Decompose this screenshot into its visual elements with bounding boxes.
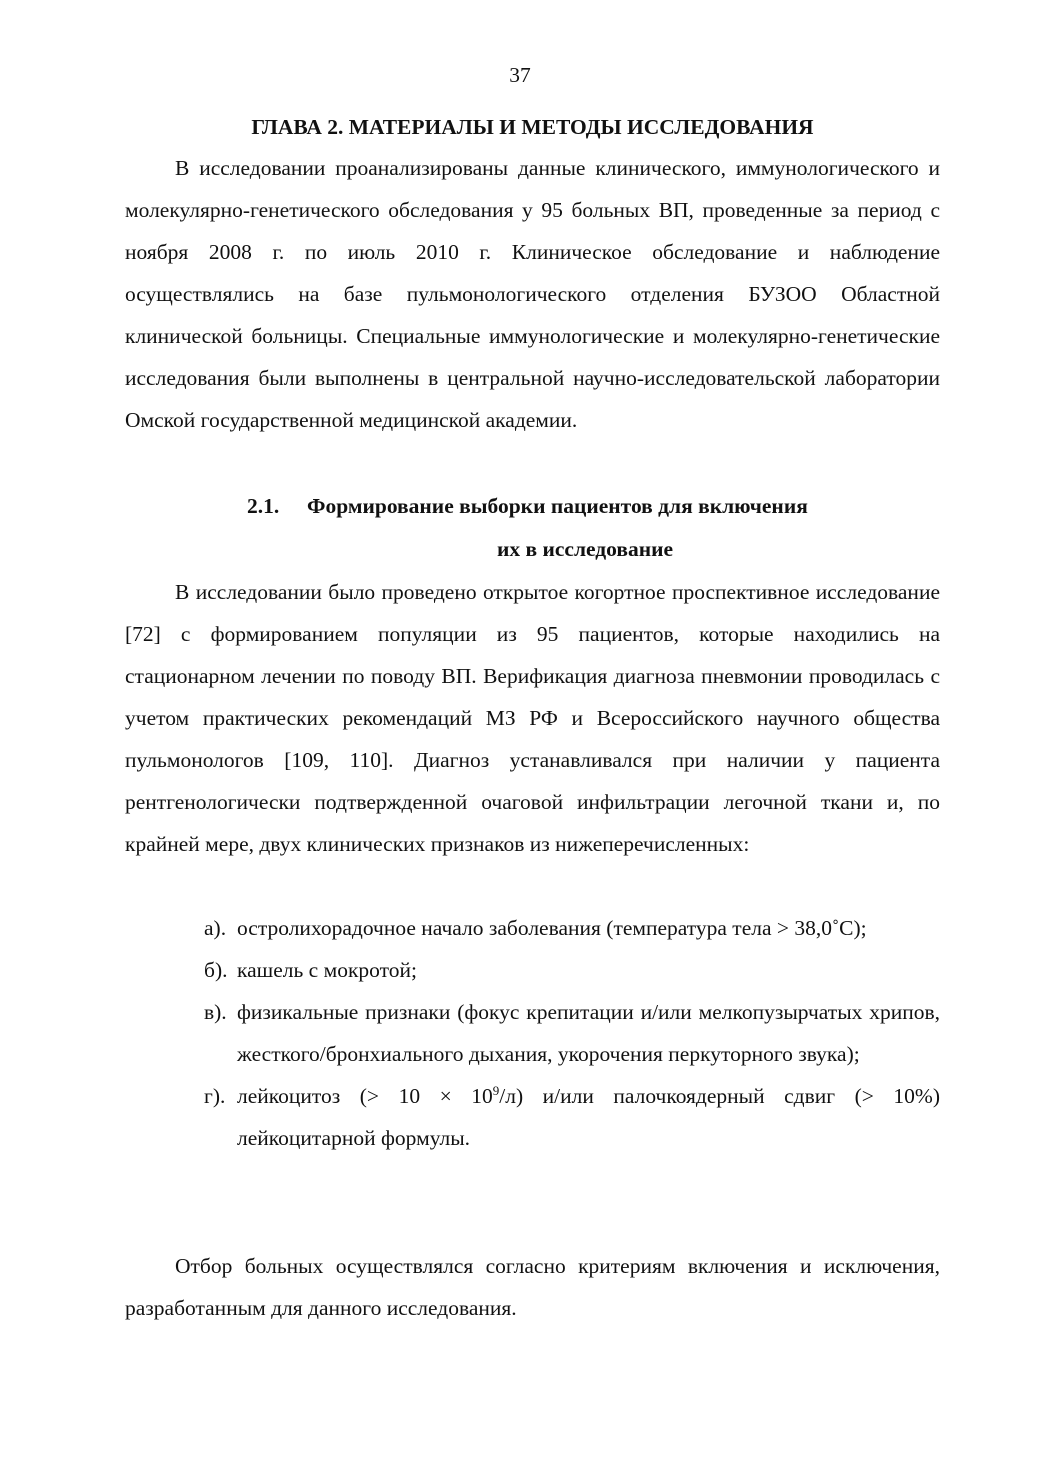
- list-item-text: [237, 1084, 940, 1150]
- list-item-text-after: /л) и/или палочкоядерный сдвиг (> 10%) лейкоцитарной формулы.: [237, 1084, 940, 1150]
- list-item-text: остролихорадочное начало заболевания (температура тела > 38,0˚С);: [237, 916, 867, 940]
- page-number: 37: [509, 63, 531, 87]
- section-title-line2: их в исследование: [497, 537, 674, 561]
- list-item-text: физикальные признаки (фокус крепитации и/или мелкопузырчатых хрипов, жесткого/бронхиального дыхания, укорочения перкуторного звука);: [237, 1000, 940, 1066]
- intro-paragraph: В исследовании проанализированы данные клинического, иммунологического и молекулярно-генетического обследования у 95 больных ВП, проведенные за период с ноября 2008 г. по июль 2010 г. Клиническое обследование и наблюдение осуществлялись на базе пульмонологического отделения БУЗОО Областной клинической больницы. Специальные иммунологические и молекулярно-генетические исследования были выполнены в центральной научно-исследовательской лаборатории Омской государственной медицинской академии.: [125, 156, 940, 432]
- selection-paragraph: Отбор больных осуществлялся согласно критериям включения и исключения, разработанным для данного исследования.: [125, 1254, 940, 1320]
- list-item: [200, 907, 940, 949]
- list-item: [200, 949, 940, 991]
- list-item-text: кашель с мокротой;: [237, 958, 417, 982]
- list-item-text-before: лейкоцитоз (> 10 × 10: [237, 1084, 493, 1108]
- section-number: 2.1.: [247, 494, 280, 518]
- list-marker: б).: [204, 958, 228, 982]
- chapter-title: ГЛАВА 2. МАТЕРИАЛЫ И МЕТОДЫ ИССЛЕДОВАНИЯ: [251, 115, 814, 139]
- list-marker: в).: [204, 1000, 227, 1024]
- superscript: 9: [492, 1083, 500, 1098]
- list-marker: г).: [204, 1084, 226, 1108]
- section-title-line1: Формирование выборки пациентов для включения: [307, 494, 808, 518]
- list-item: [200, 1075, 940, 1159]
- list-item: [200, 991, 940, 1075]
- criteria-list: [200, 907, 940, 1159]
- methods-paragraph: В исследовании было проведено открытое когортное проспективное исследование [72] с формированием популяции из 95 пациентов, которые находились на стационарном лечении по поводу ВП. Верификация диагноза пневмонии проводилась с учетом практических рекомендаций МЗ РФ и Всероссийского научного общества пульмонологов [109, 110]. Диагноз устанавливался при наличии у пациента рентгенологически подтвержденной очаговой инфильтрации легочной ткани и, по крайней мере, двух клинических признаков из нижеперечисленных:: [125, 580, 940, 856]
- section-heading-line1: [247, 494, 808, 519]
- list-marker: а).: [204, 916, 227, 940]
